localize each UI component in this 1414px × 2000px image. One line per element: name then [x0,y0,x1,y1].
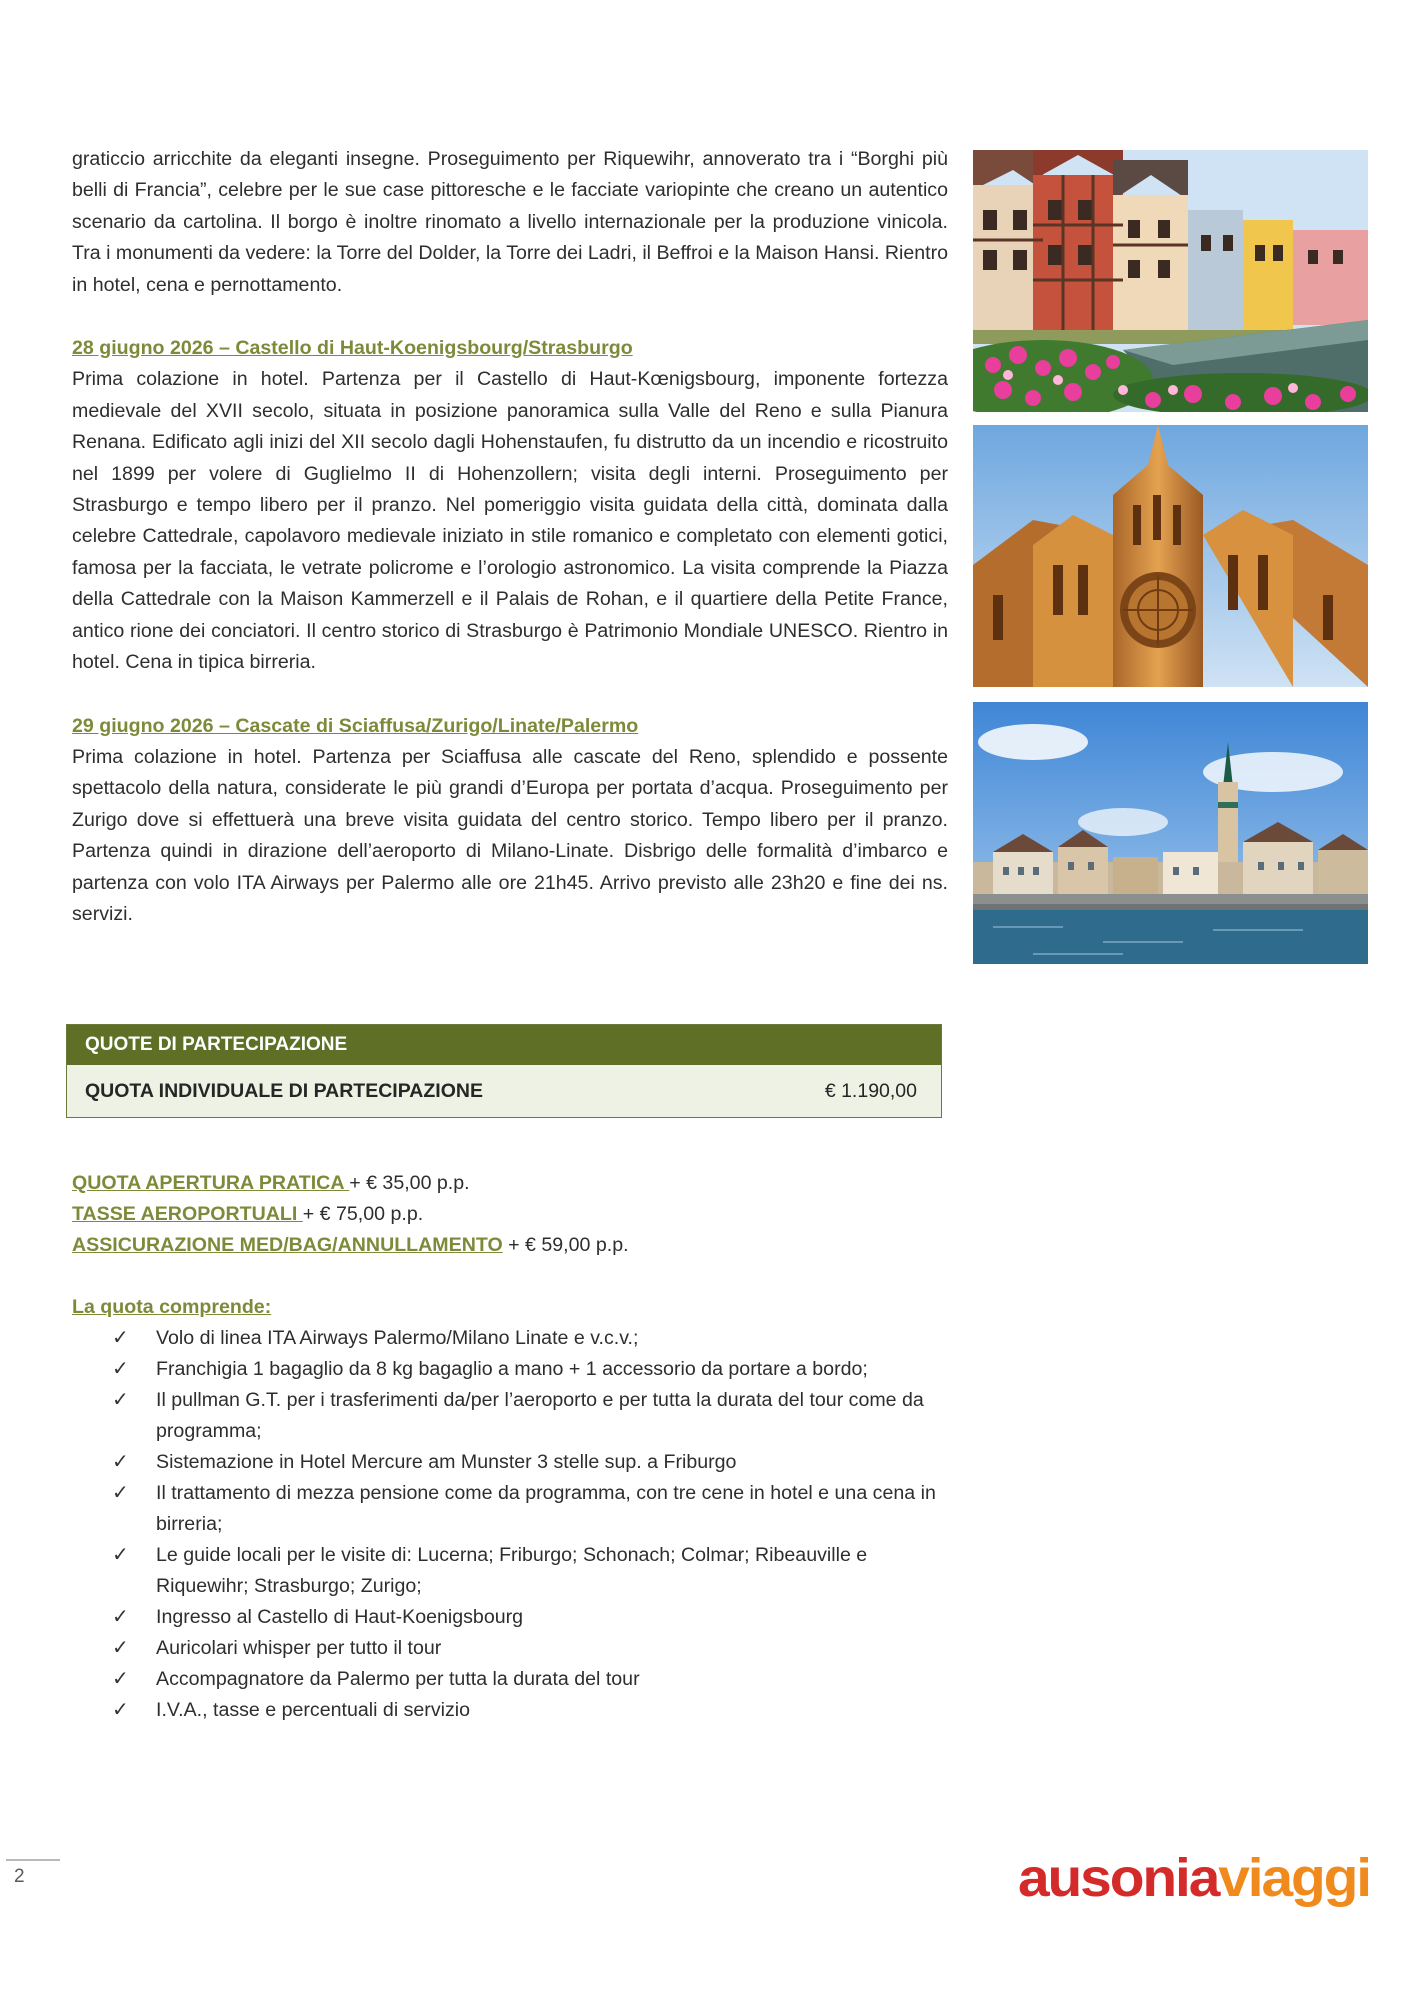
list-item: ✓ Ingresso al Castello di Haut-Koenigsbourg [112,1602,944,1633]
fee-row [72,1168,629,1199]
day29-title: 29 giugno 2026 – Cascate di Sciaffusa/Zurigo/Linate/Palermo [72,714,639,737]
footer-divider [6,1859,60,1861]
quote-price: € 1.190,00 [824,1080,917,1102]
list-item: ✓ Le guide locali per le visite di: Lucerna; Friburgo; Schonach; Colmar; Ribeauville e Riquewihr; Strasburgo; Zurigo; [112,1540,944,1602]
list-item: ✓ Auricolari whisper per tutto il tour [112,1633,944,1664]
fee-value: + € 59,00 p.p. [502,1234,629,1256]
check-icon: ✓ [112,1327,129,1349]
fee-row [72,1199,629,1230]
extra-fees [72,1168,629,1261]
check-icon: ✓ [112,1606,129,1628]
list-item: ✓ Il trattamento di mezza pensione come da programma, con tre cene in hotel e una cena in birreria; [112,1478,944,1540]
quote-table [66,1024,942,1118]
includes-list [112,1323,944,1726]
check-icon: ✓ [112,1668,129,1690]
check-icon: ✓ [112,1637,129,1659]
day28-text: Prima colazione in hotel. Partenza per il Castello di Haut-Kœnigsbourg, imponente fortezza medievale del XVII secolo, situata in posizione panoramica sulla Valle del Reno e sulla Pianura Renana. Edificato agli inizi del XII secolo dagli Hohenstaufen, fu distrutto da un incendio e ricostruito nel 1899 per volere di Guglielmo II di Hohenzollern; visita degli interni. Proseguimento per Strasburgo e tempo libero per il pranzo. Nel pomeriggio visita guidata della città, dominata dalla celebre Cattedrale, capolavoro medievale iniziato in stile romanico e completato con elementi gotici, famosa per la facciata, le vetrate policrome e l’orologio astronomico. La visita comprende la Piazza della Cattedrale con la Maison Kammerzell e il Palais de Rohan, e il quartiere della Petite France, antico rione dei conciatori. Il centro storico di Strasburgo è Patrimonio Mondiale UNESCO. Rientro in hotel. Cena in tipica birreria. [72,368,948,674]
list-item: ✓ Franchigia 1 bagaglio da 8 kg bagaglio a mano + 1 accessorio da portare a bordo; [112,1354,944,1385]
fee-value: + € 35,00 p.p. [349,1172,470,1194]
list-item: ✓ Accompagnatore da Palermo per tutta la durata del tour [112,1664,944,1695]
check-icon: ✓ [112,1451,129,1473]
logo-part-viaggi: viaggi [1218,1848,1363,1908]
day27-continued-text: graticcio arricchite da eleganti insegne. Proseguimento per Riquewihr, annoverato tra i “Borghi più belli di Francia”, celebre per le sue case pittoresche e le facciate variopinte che creano un autentico scenario da cartolina. Il borgo è inoltre rinomato a livello internazionale per la produzione vinicola. Tra i monumenti da vedere: la Torre del Dolder, la Torre dei Ladri, il Beffroi e la Maison Hansi. Rientro in hotel, cena e pernottamento. [72,148,948,296]
zurich-view-photo [973,702,1368,964]
list-item: ✓ I.V.A., tasse e percentuali di servizio [112,1695,944,1726]
check-icon: ✓ [112,1699,129,1721]
ausonia-viaggi-logo [1018,1848,1370,1908]
check-icon: ✓ [112,1358,129,1380]
svg-text:ausoniaviaggi [1018,1848,1370,1908]
quote-table-header: QUOTE DI PARTECIPAZIONE [67,1025,941,1065]
fee-label: TASSE AEROPORTUALI [72,1203,303,1225]
fee-row [72,1230,629,1261]
page-number: 2 [14,1866,25,1887]
check-icon: ✓ [112,1544,129,1566]
list-item: ✓ Sistemazione in Hotel Mercure am Munster 3 stelle sup. a Friburgo [112,1447,944,1478]
itinerary-text [72,144,948,930]
day29-text: Prima colazione in hotel. Partenza per Sciaffusa alle cascate del Reno, splendido e possente spettacolo della natura, considerate le più grandi d’Europa per portata d’acqua. Proseguimento per Zurigo dove si effettuerà una breve visita guidata del centro storico. Tempo libero per il pranzo. Partenza quindi in dirazione dell’aeroporto di Milano-Linate. Disbrigo delle formalità d’imbarco e partenza con volo ITA Airways per Palermo alle ore 21h45. Arrivo previsto alle 23h20 e fine dei ns. servizi. [72,745,948,925]
quote-row [67,1065,941,1117]
strasbourg-cathedral-photo [973,425,1368,687]
check-icon: ✓ [112,1482,129,1504]
day28-title: 28 giugno 2026 – Castello di Haut-Koenigsbourg/Strasburgo [72,337,633,360]
fee-value: + € 75,00 p.p. [302,1203,424,1225]
logo-part-ausonia: ausonia [1018,1848,1209,1908]
quote-label: QUOTA INDIVIDUALE DI PARTECIPAZIONE [85,1080,483,1102]
fee-label: ASSICURAZIONE MED/BAG/ANNULLAMENTO [72,1234,503,1256]
list-item: ✓ Il pullman G.T. per i trasferimenti da/per l’aeroporto e per tutta la durata del tour come da programma; [112,1385,944,1447]
list-item: ✓ Volo di linea ITA Airways Palermo/Milano Linate e v.c.v.; [112,1323,944,1354]
includes-title: La quota comprende: [72,1296,272,1318]
colmar-houses-photo [973,150,1368,412]
fee-label: QUOTA APERTURA PRATICA [72,1172,350,1194]
check-icon: ✓ [112,1389,129,1411]
